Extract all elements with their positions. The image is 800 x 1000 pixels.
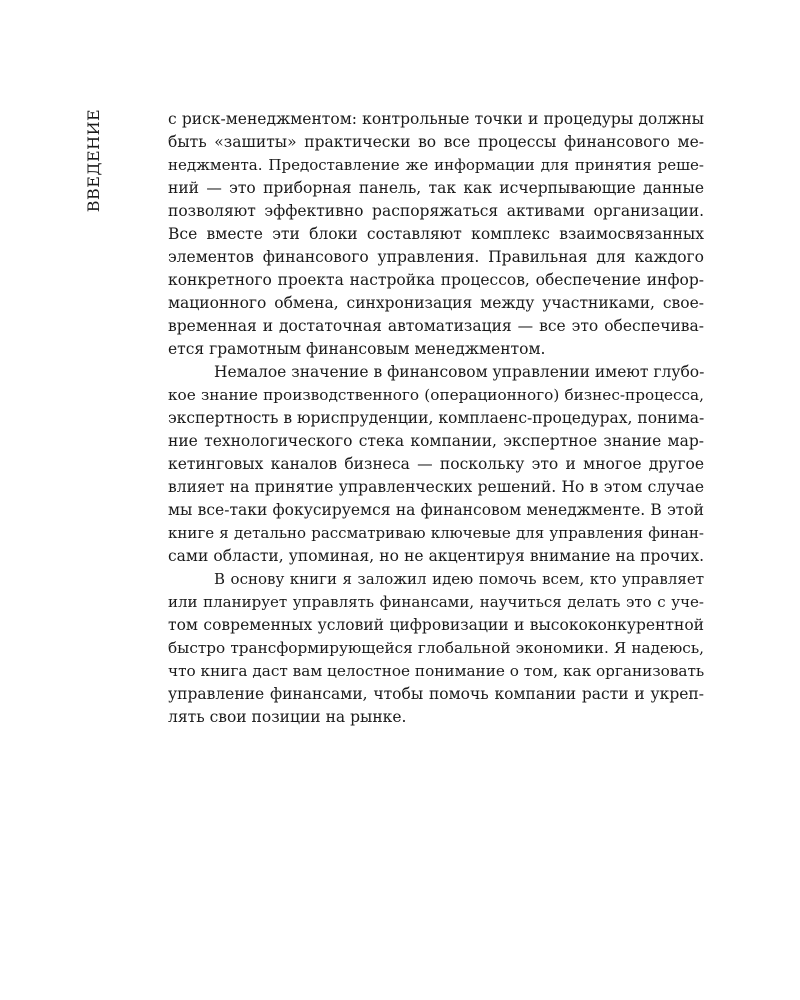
text-line: кое знание производственного (операционного) бизнес-процесса, [168, 386, 704, 404]
text-line: быстро трансформирующейся глобальной экономики. Я надеюсь, [168, 639, 704, 657]
text-line: мационного обмена, синхронизация между участниками, свое- [168, 294, 704, 312]
text-line: неджмента. Предоставление же информации для принятия реше- [168, 156, 704, 174]
text-line: быть «зашиты» практически во все процессы финансового ме- [168, 133, 704, 151]
text-line: Все вместе эти блоки составляют комплекс взаимосвязанных [168, 225, 704, 243]
text-line: книге я детально рассматриваю ключевые для управления финан- [168, 524, 704, 542]
running-head-text: ВВЕДЕНИЕ [84, 108, 104, 212]
body-text [168, 108, 704, 729]
text-line: экспертность в юриспруденции, комплаенс-процедурах, понима- [168, 409, 705, 427]
text-line: временная и достаточная автоматизация — все это обеспечива- [168, 317, 704, 335]
text-line: влияет на принятие управленческих решений. Но в этом случае [168, 478, 704, 496]
text-line: лять свои позиции на рынке. [168, 708, 407, 726]
text-line: сами области, упоминая, но не акцентируя внимание на прочих. [168, 547, 704, 565]
text-line: что книга даст вам целостное понимание о том, как организовать [168, 662, 705, 680]
paragraph [168, 361, 704, 568]
text-line: управление финансами, чтобы помочь компании расти и укреп- [168, 685, 704, 703]
text-line: позволяют эффективно распоряжаться активами организации. [168, 202, 704, 220]
text-line: мы все-таки фокусируемся на финансовом менеджменте. В этой [168, 501, 704, 519]
text-line: или планирует управлять финансами, научиться делать это с уче- [168, 593, 704, 611]
text-line: с риск-менеджментом: контрольные точки и процедуры должны [168, 110, 704, 128]
paragraph [168, 108, 704, 361]
text-line: ний — это приборная панель, так как исчерпывающие данные [168, 179, 704, 197]
text-line: ние технологического стека компании, экспертное знание мар- [168, 432, 704, 450]
text-line: Немалое значение в финансовом управлении имеют глубо- [214, 363, 705, 381]
running-head [83, 108, 105, 212]
text-line: элементов финансового управления. Правильная для каждого [168, 248, 704, 266]
text-line: том современных условий цифровизации и высококонкурентной [168, 616, 704, 634]
paragraph [168, 568, 704, 729]
text-line: конкретного проекта настройка процессов, обеспечение инфор- [168, 271, 704, 289]
text-line: В основу книги я заложил идею помочь всем, кто управляет [214, 570, 704, 588]
text-line: кетинговых каналов бизнеса — поскольку это и многое другое [168, 455, 704, 473]
text-line: ется грамотным финансовым менеджментом. [168, 340, 546, 358]
